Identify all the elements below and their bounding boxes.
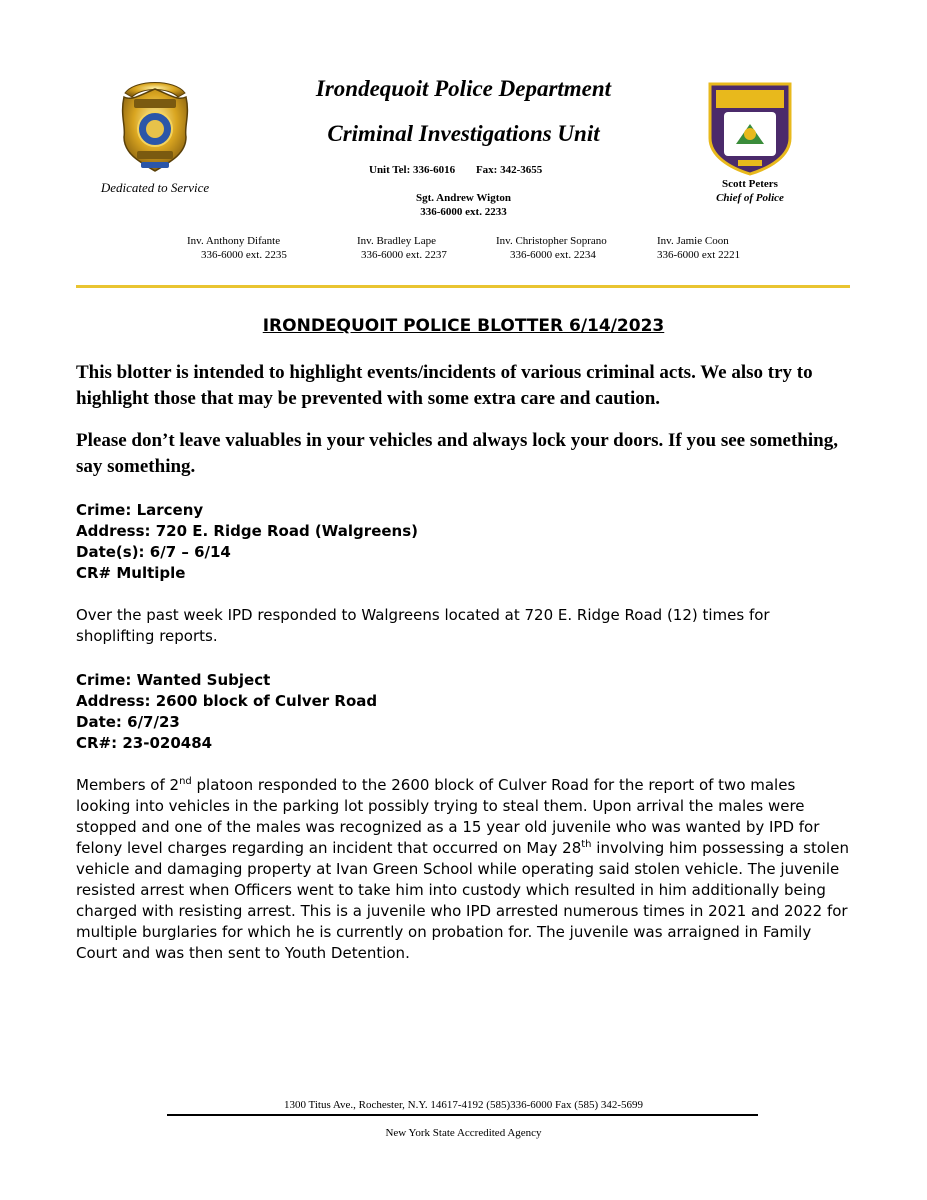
- chief-title: Chief of Police: [716, 192, 784, 204]
- footer-address: 1300 Titus Ave., Rochester, N.Y. 14617-4192 (585)336-6000 Fax (585) 342-5699: [283, 1099, 644, 1111]
- chief-name: Scott Peters: [722, 178, 778, 190]
- incident-cr: CR#: 23-020484: [76, 734, 213, 752]
- chief-block: [690, 177, 810, 205]
- investigator-1: [187, 234, 287, 262]
- incident-date: Date(s): 6/7 – 6/14: [76, 543, 231, 561]
- incident-address: Address: 2600 block of Culver Road: [76, 692, 378, 710]
- sergeant-name: Sgt. Andrew Wigton: [415, 192, 512, 204]
- incident-2-narrative: [76, 775, 851, 964]
- intro-paragraph-2: Please don’t leave valuables in your vehicles and always lock your doors. If you see something, say something.: [76, 430, 838, 477]
- investigator-name: Inv. Anthony Difante: [187, 235, 281, 247]
- incident-crime: Crime: Wanted Subject: [76, 671, 271, 689]
- intro-paragraph-1: This blotter is intended to highlight events/incidents of various criminal acts. We also try to highlight those that may be prevented with some extra care and caution.: [76, 362, 813, 409]
- footer-agency: New York State Accredited Agency: [385, 1127, 542, 1139]
- investigator-ext: 336-6000 ext. 2235: [201, 249, 287, 261]
- investigator-2: [357, 234, 447, 262]
- blotter-title: IRONDEQUOIT POLICE BLOTTER 6/14/2023: [262, 316, 665, 336]
- investigator-ext: 336-6000 ext 2221: [657, 249, 741, 261]
- incident-1-narrative: Over the past week IPD responded to Walgreens located at 720 E. Ridge Road (12) times for shoplifting reports.: [76, 606, 770, 645]
- unit-contact-line: [369, 164, 542, 176]
- department-name: Irondequoit Police Department: [315, 76, 612, 101]
- investigator-ext: 336-6000 ext. 2237: [361, 249, 447, 261]
- incident-2-header: [76, 670, 377, 754]
- unit-fax: Fax: 342-3655: [475, 164, 543, 176]
- narrative-part: involving him possessing a stolen vehicle and damaging property at Ivan Green School while operating said stolen vehicle. The juvenile resisted arrest when Officers went to take him into custody which resulted in him additionally being charged with resisting arrest. This is a juvenile who IPD arrested numerous times in 2021 and 2022 for multiple burglaries for which he is currently on probation for. The juvenile was arraigned in Family Court and was then sent to Youth Detention.: [76, 839, 849, 962]
- investigator-name: Inv. Bradley Lape: [357, 235, 437, 247]
- sergeant-phone: 336-6000 ext. 2233: [420, 206, 507, 218]
- ordinal-suffix: th: [581, 839, 592, 850]
- incident-date: Date: 6/7/23: [76, 713, 180, 731]
- incident-address: Address: 720 E. Ridge Road (Walgreens): [76, 522, 419, 540]
- investigator-ext: 336-6000 ext. 2234: [510, 249, 596, 261]
- footer-divider: [167, 1114, 758, 1116]
- badge-motto: Dedicated to Service: [100, 180, 210, 195]
- investigator-name: Inv. Jamie Coon: [657, 235, 729, 247]
- narrative-part: Members of 2: [76, 776, 180, 794]
- unit-tel: Unit Tel: 336-6016: [369, 164, 456, 176]
- investigator-3: [496, 234, 607, 262]
- narrative-part: platoon responded to the 2600 block of Culver Road for the report of two males looking into vehicles in the parking lot possibly trying to steal them. Upon arrival the males were stopped and one of the males was recognized as a 15 year old juvenile who was wanted by IPD for felony level charges regarding an incident that occurred on May 28: [76, 776, 820, 857]
- incident-crime: Crime: Larceny: [76, 501, 204, 519]
- unit-name: Criminal Investigations Unit: [327, 121, 600, 146]
- header-divider: [76, 285, 850, 288]
- investigator-4: [657, 234, 740, 262]
- ordinal-suffix: nd: [179, 776, 192, 787]
- investigator-name: Inv. Christopher Soprano: [496, 235, 607, 247]
- incident-cr: CR# Multiple: [76, 564, 186, 582]
- incident-1-header: [76, 500, 418, 584]
